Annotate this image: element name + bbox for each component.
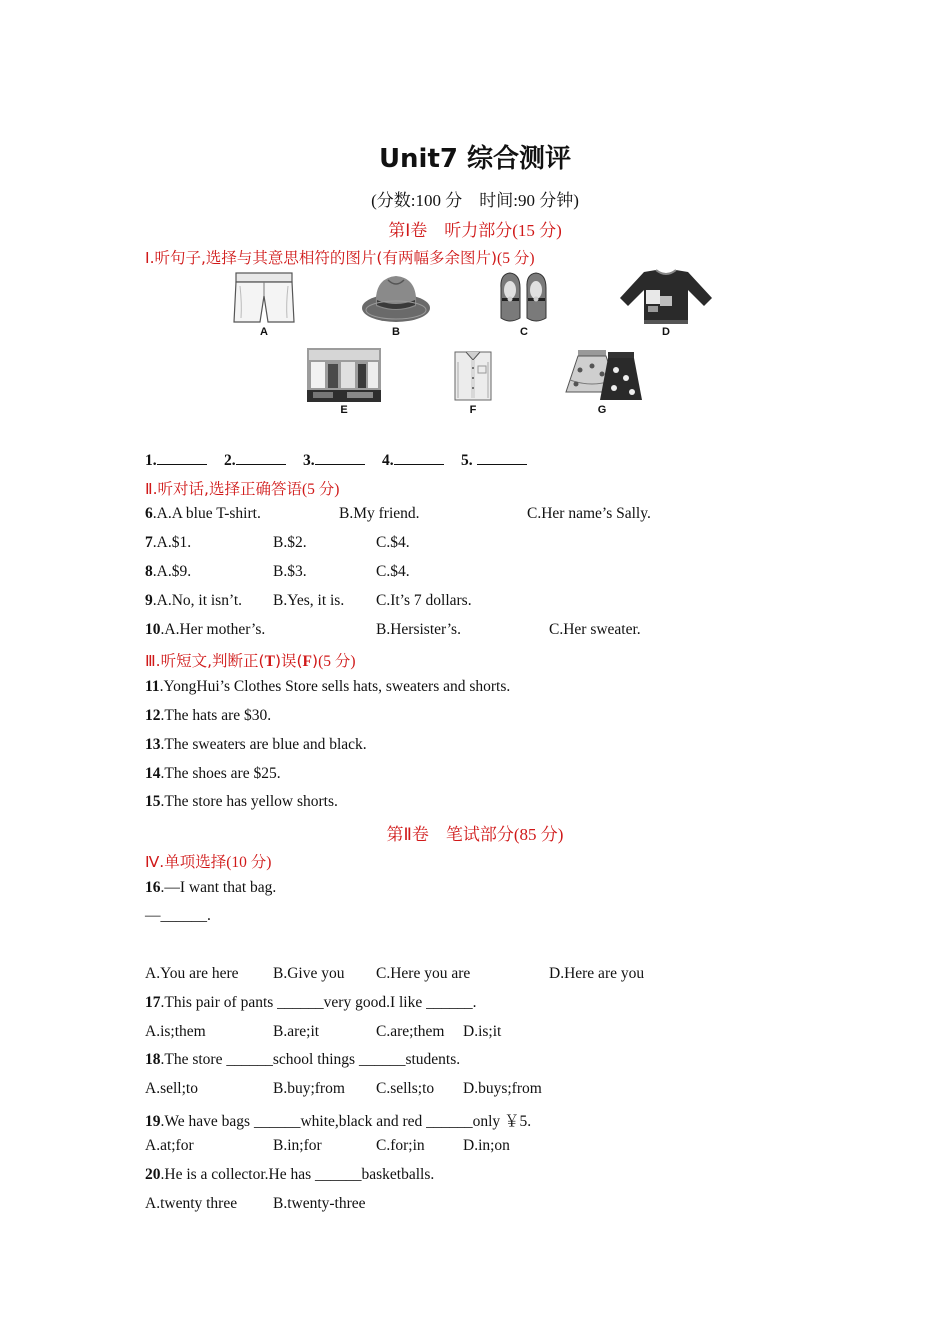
question-8-option-c: C.$4. [376, 563, 410, 580]
question-16-stem: 16.—I want that bag. [145, 879, 277, 896]
answer-blank-1[interactable]: 1. [145, 450, 207, 470]
question-10-option-c: C.Her sweater. [549, 621, 641, 638]
shirt-icon [452, 348, 494, 402]
question-9-option-a: 9.A.No, it isn’t. [145, 592, 243, 609]
sweater-icon [616, 268, 716, 326]
section-writing-points: (85 分) [513, 825, 564, 844]
question-18-option-a: A.sell;to [145, 1080, 198, 1097]
section-writing-heading [0, 820, 950, 845]
part3-heading: Ⅲ.听短文,判断正(T)误(F)(5 分) [145, 652, 356, 670]
part3-points: (5 分) [318, 653, 356, 670]
question-17-option-d: D.is;it [463, 1023, 502, 1040]
picture-label: B [392, 326, 400, 338]
statement-14: 14.The shoes are $25. [145, 765, 281, 782]
shoes-icon [498, 268, 550, 326]
picture-label: A [260, 326, 268, 338]
question-18-option-c: C.sells;to [376, 1080, 435, 1097]
question-10-option-a: 10.A.Her mother’s. [145, 621, 266, 638]
question-17-option-c: C.are;them [376, 1023, 445, 1040]
question-8-option-a: 8.A.$9. [145, 563, 192, 580]
question-19-option-c: C.for;in [376, 1137, 425, 1154]
picture-label: E [340, 404, 348, 416]
question-6-option-c: C.Her name’s Sally. [527, 505, 651, 522]
part4-heading [145, 850, 271, 872]
statement-12: 12.The hats are $30. [145, 707, 272, 724]
page-title: Unit7 综合测评 [378, 144, 572, 174]
picture-label: C [520, 326, 528, 338]
clothes-store-icon [307, 348, 381, 402]
question-19-option-a: A.at;for [145, 1137, 194, 1154]
part1-points: (5 分) [497, 250, 535, 267]
part4-points: (10 分) [226, 854, 272, 871]
answer-blank-4[interactable]: 4. [382, 450, 444, 470]
statement-15: 15.The store has yellow shorts. [145, 793, 338, 810]
question-20-option-a: A.twenty three [145, 1195, 238, 1212]
question-19-option-d: D.in;on [463, 1137, 510, 1154]
statement-13: 13.The sweaters are blue and black. [145, 736, 367, 753]
section-listening-label: 第Ⅰ卷 听力部分 [388, 221, 513, 241]
question-7-option-c: C.$4. [376, 534, 410, 551]
shorts-icon [232, 270, 296, 326]
question-16-option-c: C.Here you are [376, 965, 471, 982]
answer-blank-3[interactable]: 3. [303, 450, 365, 470]
page-subtitle: (分数:100 分 时间:90 分钟) [371, 191, 579, 210]
part4-label: Ⅳ.单项选择 [145, 853, 227, 871]
picture-label: G [597, 404, 607, 416]
question-16-option-d: D.Here are you [549, 965, 645, 982]
question-9-option-c: C.It’s 7 dollars. [376, 592, 472, 609]
picture-label: D [662, 326, 670, 338]
section-listening-heading [0, 216, 950, 241]
picture-label: F [469, 404, 477, 416]
question-6-option-b: B.My friend. [339, 505, 420, 522]
part1-label: Ⅰ.听句子,选择与其意思相符的图片(有两幅多余图片) [145, 249, 498, 267]
question-7-option-b: B.$2. [273, 534, 307, 551]
question-18-stem: 18.The store ______school things ______students. [145, 1051, 461, 1068]
skirts-icon [564, 346, 644, 404]
question-8-option-b: B.$3. [273, 563, 307, 580]
question-18-option-b: B.buy;from [273, 1080, 345, 1097]
part2-points: (5 分) [301, 481, 340, 498]
question-16-reply: —______. [145, 907, 211, 924]
hat-icon [360, 268, 432, 326]
question-17-stem: 17.This pair of pants ______very good.I like ______. [145, 994, 477, 1011]
question-17-option-a: A.is;them [145, 1023, 206, 1040]
part2-label: Ⅱ.听对话,选择正确答语 [145, 480, 302, 498]
part2-heading [145, 477, 339, 499]
question-7-option-a: 7.A.$1. [145, 534, 192, 551]
question-18-option-d: D.buys;from [463, 1080, 542, 1097]
section-listening-points: (15 分) [512, 221, 562, 240]
question-20-option-b: B.twenty-three [273, 1195, 366, 1212]
question-17-option-b: B.are;it [273, 1023, 320, 1040]
section-writing-label: 第Ⅱ卷 笔试部分 [386, 825, 514, 845]
question-10-option-b: B.Hersister’s. [376, 621, 461, 638]
question-6-option-a: 6.A.A blue T-shirt. [145, 505, 261, 522]
statement-11: 11.YongHui’s Clothes Store sells hats, sweaters and shorts. [145, 678, 511, 695]
part1-heading [145, 246, 534, 268]
question-19-stem: 19.We have bags ______white,black and red ______only ￥5. [145, 1113, 532, 1130]
answer-blank-2[interactable]: 2. [224, 450, 286, 470]
question-20-stem: 20.He is a collector.He has ______basketballs. [145, 1166, 435, 1183]
question-19-option-b: B.in;for [273, 1137, 322, 1154]
question-16-option-a: A.You are here [145, 965, 239, 982]
answer-blank-5[interactable]: 5. [461, 450, 527, 470]
question-16-option-b: B.Give you [273, 965, 345, 982]
question-9-option-b: B.Yes, it is. [273, 592, 345, 609]
